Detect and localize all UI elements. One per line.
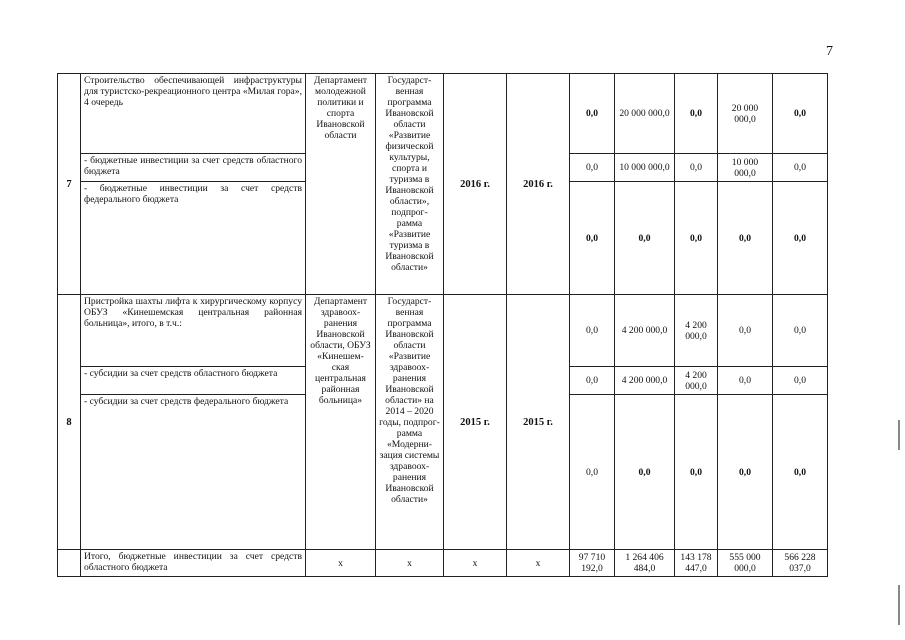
scan-artifact xyxy=(898,420,900,450)
scan-artifact xyxy=(898,585,900,625)
year-end-cell: 2015 г. xyxy=(507,295,570,550)
value-cell: 0,0 xyxy=(773,74,828,154)
year-start-cell: 2015 г. xyxy=(444,295,507,550)
value-cell: 20 000 000,0 xyxy=(718,74,773,154)
value-cell: 4 200 000,0 xyxy=(675,295,718,367)
value-cell: 0,0 xyxy=(675,154,718,182)
year-end-cell: 2016 г. xyxy=(507,74,570,295)
value-cell: 0,0 xyxy=(773,182,828,295)
page-number: 7 xyxy=(826,44,833,59)
value-cell: 0,0 xyxy=(718,395,773,550)
value-cell: 4 200 000,0 xyxy=(615,367,675,395)
total-value: 97 710 192,0 xyxy=(570,550,615,577)
value-cell: 10 000 000,0 xyxy=(615,154,675,182)
value-cell: 0,0 xyxy=(675,395,718,550)
value-cell: 0,0 xyxy=(773,367,828,395)
program-cell: Государст-венная программа Ивановской области «Развитие физической культуры, спорта и туризма в Ивановской области», подпрог-рамма «Развитие туризма в Ивановской области» xyxy=(376,74,444,295)
value-cell: 0,0 xyxy=(615,395,675,550)
value-cell: 0,0 xyxy=(773,154,828,182)
year-start-cell: 2016 г. xyxy=(444,74,507,295)
investment-table xyxy=(57,73,828,577)
subitem-description: - субсидии за счет средств областного бюджета xyxy=(81,367,306,395)
value-cell: 0,0 xyxy=(718,367,773,395)
value-cell: 4 200 000,0 xyxy=(615,295,675,367)
value-cell: 0,0 xyxy=(570,395,615,550)
subitem-description: - бюджетные инвестиции за счет средств областного бюджета xyxy=(81,154,306,182)
customer-cell: Департамент молодежной политики и спорта Ивановской области xyxy=(306,74,376,295)
value-cell: 0,0 xyxy=(718,295,773,367)
value-cell: 0,0 xyxy=(570,182,615,295)
subitem-description: - субсидии за счет средств федерального бюджета xyxy=(81,395,306,550)
value-cell: 0,0 xyxy=(570,295,615,367)
value-cell: 10 000 000,0 xyxy=(718,154,773,182)
project-description: Пристройка шахты лифта к хирургическому корпусу ОБУЗ «Кинешемская центральная районная больница», итого, в т.ч.: xyxy=(81,295,306,367)
total-row xyxy=(58,550,828,577)
total-value: 143 178 447,0 xyxy=(675,550,718,577)
value-cell: 0,0 xyxy=(675,74,718,154)
subitem-description: - бюджетные инвестиции за счет средств федерального бюджета xyxy=(81,182,306,295)
total-description: Итого, бюджетные инвестиции за счет средств областного бюджета xyxy=(81,550,306,577)
table-row xyxy=(58,74,828,154)
value-cell: 20 000 000,0 xyxy=(615,74,675,154)
value-cell: 0,0 xyxy=(773,395,828,550)
total-year-end: x xyxy=(507,550,570,577)
total-value: 1 264 406 484,0 xyxy=(615,550,675,577)
project-description: Строительство обеспечивающей инфраструктуры для туристско-рекреационного центра «Милая гора», 4 очередь xyxy=(81,74,306,154)
value-cell: 0,0 xyxy=(718,182,773,295)
total-program: x xyxy=(376,550,444,577)
total-value: 555 000 000,0 xyxy=(718,550,773,577)
total-customer: x xyxy=(306,550,376,577)
program-cell: Государст-венная программа Ивановской области «Развитие здравоох-ранения Ивановской области» на 2014 – 2020 годы, подпрог-рамма «Модерни-зация системы здравоох-ранения Ивановской области» xyxy=(376,295,444,550)
row-number: 8 xyxy=(58,295,81,550)
value-cell: 0,0 xyxy=(675,182,718,295)
total-year-start: x xyxy=(444,550,507,577)
value-cell: 0,0 xyxy=(570,74,615,154)
value-cell: 0,0 xyxy=(773,295,828,367)
customer-cell: Департамент здравоох-ранения Ивановской области, ОБУЗ «Кинешем-ская центральная районная больница» xyxy=(306,295,376,550)
value-cell: 4 200 000,0 xyxy=(675,367,718,395)
row-number: 7 xyxy=(58,74,81,295)
total-value: 566 228 037,0 xyxy=(773,550,828,577)
value-cell: 0,0 xyxy=(615,182,675,295)
value-cell: 0,0 xyxy=(570,154,615,182)
table-row xyxy=(58,295,828,367)
value-cell: 0,0 xyxy=(570,367,615,395)
